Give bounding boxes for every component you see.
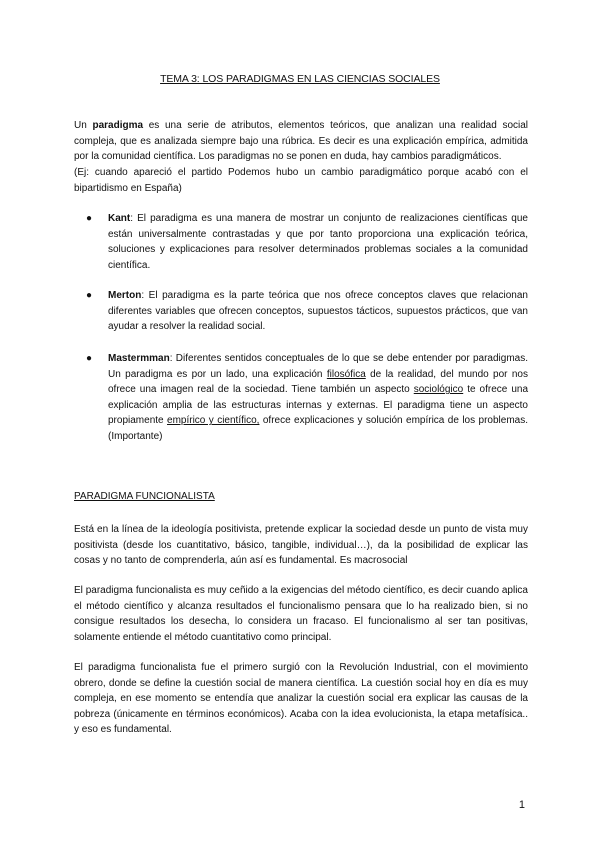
bullet-icon: ● xyxy=(86,290,93,301)
bullet-icon: ● xyxy=(86,213,93,224)
page-number: 1 xyxy=(518,799,525,811)
document-title: TEMA 3: LOS PARADIGMAS EN LAS CIENCIAS SOCIALES xyxy=(160,73,440,85)
intro-paragraph xyxy=(74,118,528,165)
mastermman-text-c: te ofrece una explicación amplia de las estructuras internas y externas. El paradigma tiene un aspecto propiamente xyxy=(108,384,529,427)
mastermman-text-d: ofrece explicaciones y solución empírica de los problemas. (Importante) xyxy=(108,415,528,442)
mastermman-text-a: : Diferentes sentidos conceptuales de lo que se debe entender por paradigmas. Un paradigma es por un lado, una explicación xyxy=(108,353,528,380)
author-merton: Merton xyxy=(108,290,142,301)
author-mastermman: Mastermman xyxy=(108,353,170,364)
intro-pre: Un xyxy=(74,120,93,131)
word-empirico-cientifico: empírico y científico, xyxy=(167,415,260,427)
kant-text: : El paradigma es una manera de mostrar un conjunto de realizaciones científicas que están universalmente contrastadas y que por tanto proporciona una explicación teórica, soluciones y explicaciones para resolver determinados problemas sociales a la comunidad científica. xyxy=(108,213,528,271)
bullet-icon: ● xyxy=(86,353,93,364)
intro-example: (Ej: cuando apareció el partido Podemos hubo un cambio paradigmático porque acabó con el bipartidismo en España) xyxy=(74,167,528,194)
term-paradigma: paradigma xyxy=(92,120,144,131)
paragraph-positivism: Está en la línea de la ideología positivista, pretende explicar la sociedad desde un punto de vista muy positivista (desde los cuantitativo, básico, tangible, individual…), da la posibilidad de explicar las cosas y no tanto de comprenderla, aún así es fundamental. Es macrosocial xyxy=(74,524,528,567)
intro-definition: es una serie de atributos, elementos teóricos, que analizan una realidad social compleja, que es analizada siempre bajo una rúbrica. Es decir es una explicación empírica, admitida por la comunidad científica. Los paradigmas no se ponen en duda, hay cambios paradigmáticos. xyxy=(74,120,529,163)
section-title: PARADIGMA FUNCIONALISTA xyxy=(74,491,215,502)
merton-text: : El paradigma es la parte teórica que nos ofrece conceptos claves que relacionan diferentes variables que ofrecen conceptos, supuestos tácticos, supuestos prácticos, que van ayudar a resolver la realidad social. xyxy=(108,290,528,333)
paragraph-industrial-revolution: El paradigma funcionalista fue el primero surgió con la Revolución Industrial, con el movimiento obrero, donde se define la cuestión social de manera científica. La cuestión social hoy en día es muy compleja, en ese momento se entendía que analizar la cuestión social era explicar las causas de la pobreza (únicamente en términos económicos). Acaba con la idea evolucionista, la etapa metafísica.. y eso es fundamental. xyxy=(74,662,528,736)
word-filosofica: filosófica xyxy=(326,368,366,380)
author-kant: Kant xyxy=(108,213,131,224)
mastermman-text-b: de la realidad, del mundo por nos ofrece una imagen real de la sociedad. Tiene también un aspecto xyxy=(108,368,528,396)
paragraph-scientific-method: El paradigma funcionalista es muy ceñido a la exigencias del método científico, es decir cuando aplica el método científico y alcanza resultados el funcionalismo pensara que lo ha realizado bien, si no consigue resultados los desecha, lo considera un fracaso. El funcionalismo al ser tan positivas, solamente entiende el método cuantitativo como principal. xyxy=(74,585,528,643)
word-sociologico: sociológico xyxy=(413,384,464,396)
list-item-kant xyxy=(86,211,528,273)
list-item-merton xyxy=(86,288,528,335)
list-item-mastermman xyxy=(86,351,528,445)
